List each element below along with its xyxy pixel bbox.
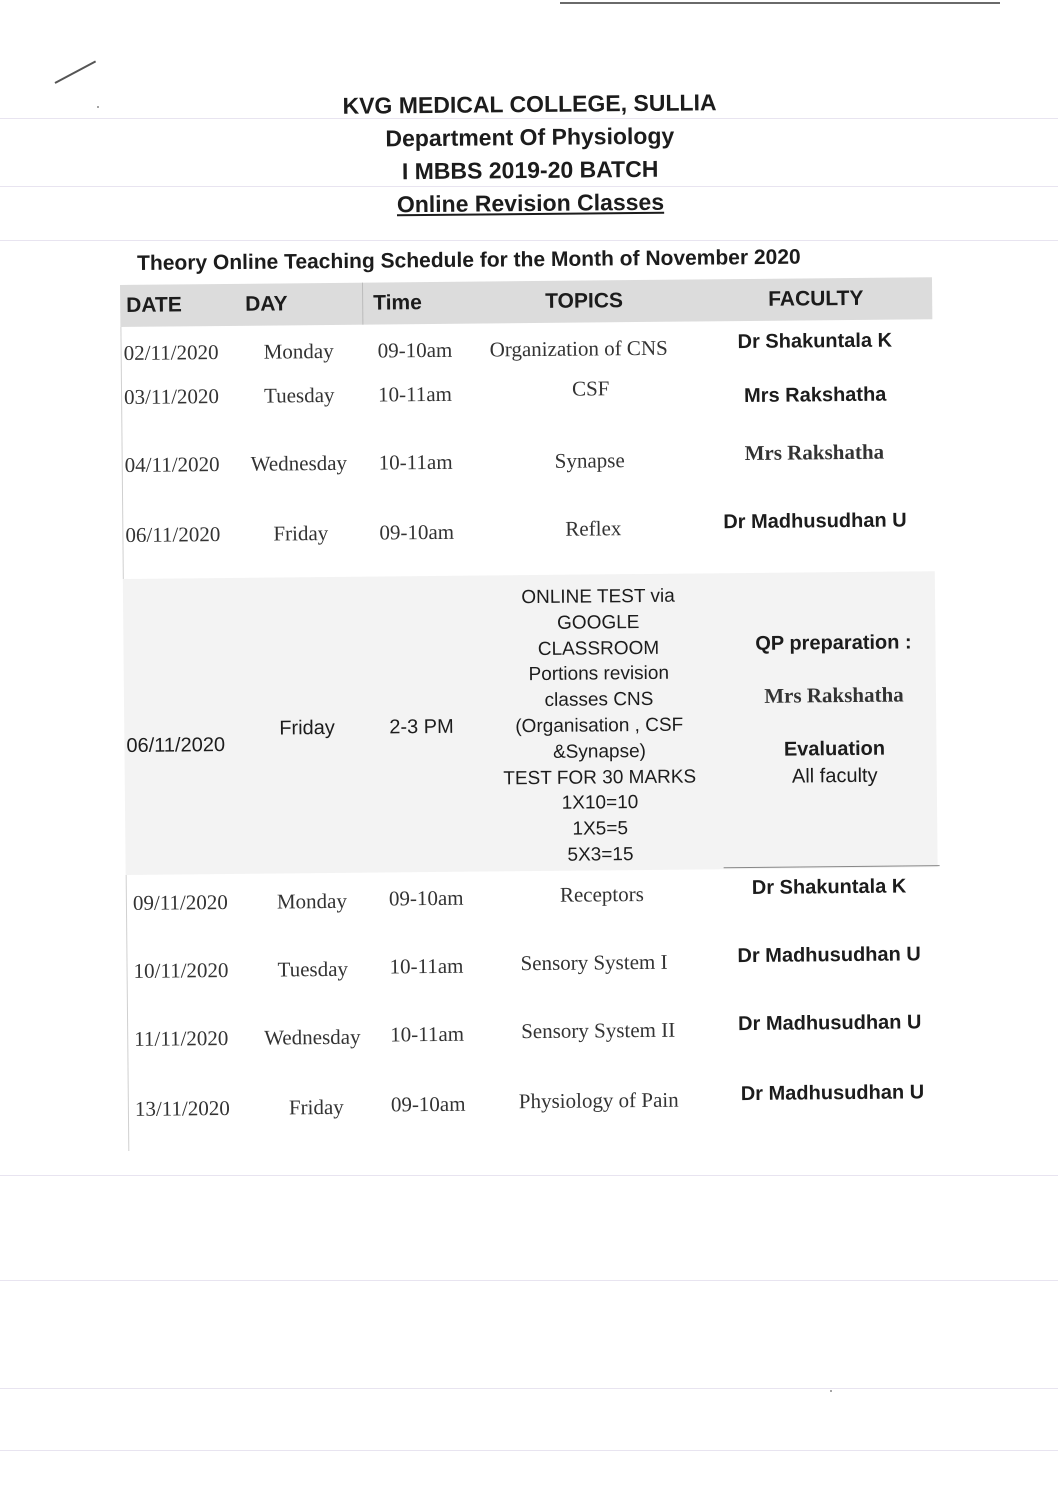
cell-date: 06/11/2020 (125, 522, 221, 547)
cell-date: 11/11/2020 (134, 1025, 229, 1051)
cell-date: 09/11/2020 (132, 889, 228, 915)
scan-line (0, 1280, 1058, 1281)
schedule-table (120, 277, 940, 1151)
cell-faculty: Dr Madhusudhan U (723, 509, 907, 534)
table-row (121, 429, 934, 507)
scan-dot (97, 106, 99, 108)
cell-date: 02/11/2020 (123, 340, 219, 365)
cell-day: Friday (279, 716, 335, 740)
cell-topic: Reflex (565, 516, 622, 541)
cell-faculty: Mrs Rakshatha (743, 383, 887, 408)
cell-topic: Physiology of Pain (518, 1087, 679, 1114)
scan-line (0, 1450, 1058, 1451)
cell-topic: Sensory System II (521, 1017, 676, 1044)
cell-topic: Receptors (559, 882, 644, 907)
cell-time: 09-10am (379, 519, 455, 545)
cell-day: Wednesday (264, 1024, 361, 1050)
qp-faculty: Mrs Rakshatha (764, 682, 904, 708)
cell-time: 2-3 PM (389, 715, 454, 739)
topic-line: 1X10=10 (561, 792, 639, 815)
table-row (126, 935, 939, 1011)
cell-faculty: Mrs Rakshatha (744, 439, 885, 466)
cell-time: 10-11am (377, 381, 453, 407)
cell-topic: CSF (571, 376, 610, 401)
evaluation-label: Evaluation (783, 737, 886, 761)
topic-line: &Synapse) (552, 740, 647, 763)
table-row (128, 1073, 941, 1151)
cell-time: 10-11am (378, 449, 453, 475)
batch-name: I MBBS 2019-20 BATCH (401, 155, 659, 185)
college-name: KVG MEDICAL COLLEGE, SULLIA (342, 89, 717, 119)
col-time: Time (373, 291, 422, 315)
cell-day: Tuesday (277, 956, 349, 982)
cell-date: 06/11/2020 (126, 734, 226, 757)
table-row (120, 319, 932, 375)
topic-line: classes CNS (544, 689, 654, 712)
cell-time: 10-11am (389, 953, 464, 979)
cell-day: Monday (276, 888, 348, 914)
department-name: Department Of Physiology (385, 122, 675, 152)
scan-line (0, 1175, 1058, 1176)
program-title: Online Revision Classes (396, 188, 665, 218)
col-topics: TOPICS (545, 289, 624, 313)
document-header (239, 85, 820, 223)
page-edge-line (560, 2, 1000, 4)
cell-day: Friday (273, 521, 329, 546)
test-row (123, 571, 938, 875)
scan-dot (830, 1390, 832, 1392)
scan-line (0, 240, 1058, 241)
cell-faculty: Dr Shakuntala K (751, 875, 907, 899)
topic-line: 5X3=15 (567, 844, 634, 866)
cell-day: Tuesday (263, 382, 335, 408)
cell-topic: Organization of CNS (489, 335, 668, 362)
table-row (121, 367, 934, 437)
topic-line: TEST FOR 30 MARKS (503, 766, 697, 789)
cell-time: 09-10am (390, 1091, 466, 1117)
topic-line: (Organisation , CSF (515, 714, 684, 738)
cell-date: 04/11/2020 (124, 452, 220, 477)
cell-faculty: Dr Shakuntala K (737, 329, 893, 354)
test-topic-block (478, 583, 721, 869)
test-faculty-block (723, 631, 944, 789)
cell-topic: Sensory System I (520, 949, 668, 976)
cell-date: 10/11/2020 (133, 957, 229, 983)
col-date: DATE (126, 293, 182, 317)
cell-time: 09-10am (388, 885, 464, 911)
topic-line: Portions revision (528, 663, 670, 686)
cell-time: 09-10am (377, 337, 453, 363)
cell-faculty: Dr Madhusudhan U (737, 943, 921, 968)
topic-line: CLASSROOM (537, 637, 660, 660)
table-row (126, 867, 939, 943)
cell-faculty: Dr Madhusudhan U (740, 1081, 925, 1106)
cell-day: Wednesday (250, 450, 348, 476)
cell-time: 10-11am (390, 1021, 465, 1047)
cell-date: 03/11/2020 (123, 384, 220, 409)
cell-faculty: Dr Madhusudhan U (738, 1011, 922, 1036)
col-faculty: FACULTY (768, 286, 864, 311)
table-row (122, 499, 935, 579)
topic-line: GOOGLE (556, 611, 640, 634)
cell-date: 13/11/2020 (134, 1095, 230, 1121)
schedule-subtitle: Theory Online Teaching Schedule for the Month of November 2020 (137, 245, 801, 275)
table-row (127, 1003, 940, 1081)
topic-line: 1X5=5 (572, 818, 629, 840)
pen-mark (55, 61, 97, 84)
cell-topic: Synapse (554, 448, 625, 473)
col-day: DAY (245, 292, 288, 316)
cell-day: Friday (288, 1094, 344, 1120)
cell-day: Monday (263, 338, 334, 364)
evaluation-faculty: All faculty (791, 764, 878, 788)
scan-line (0, 1388, 1058, 1389)
topic-line: ONLINE TEST via (521, 585, 675, 609)
qp-label: QP preparation : (755, 631, 912, 655)
